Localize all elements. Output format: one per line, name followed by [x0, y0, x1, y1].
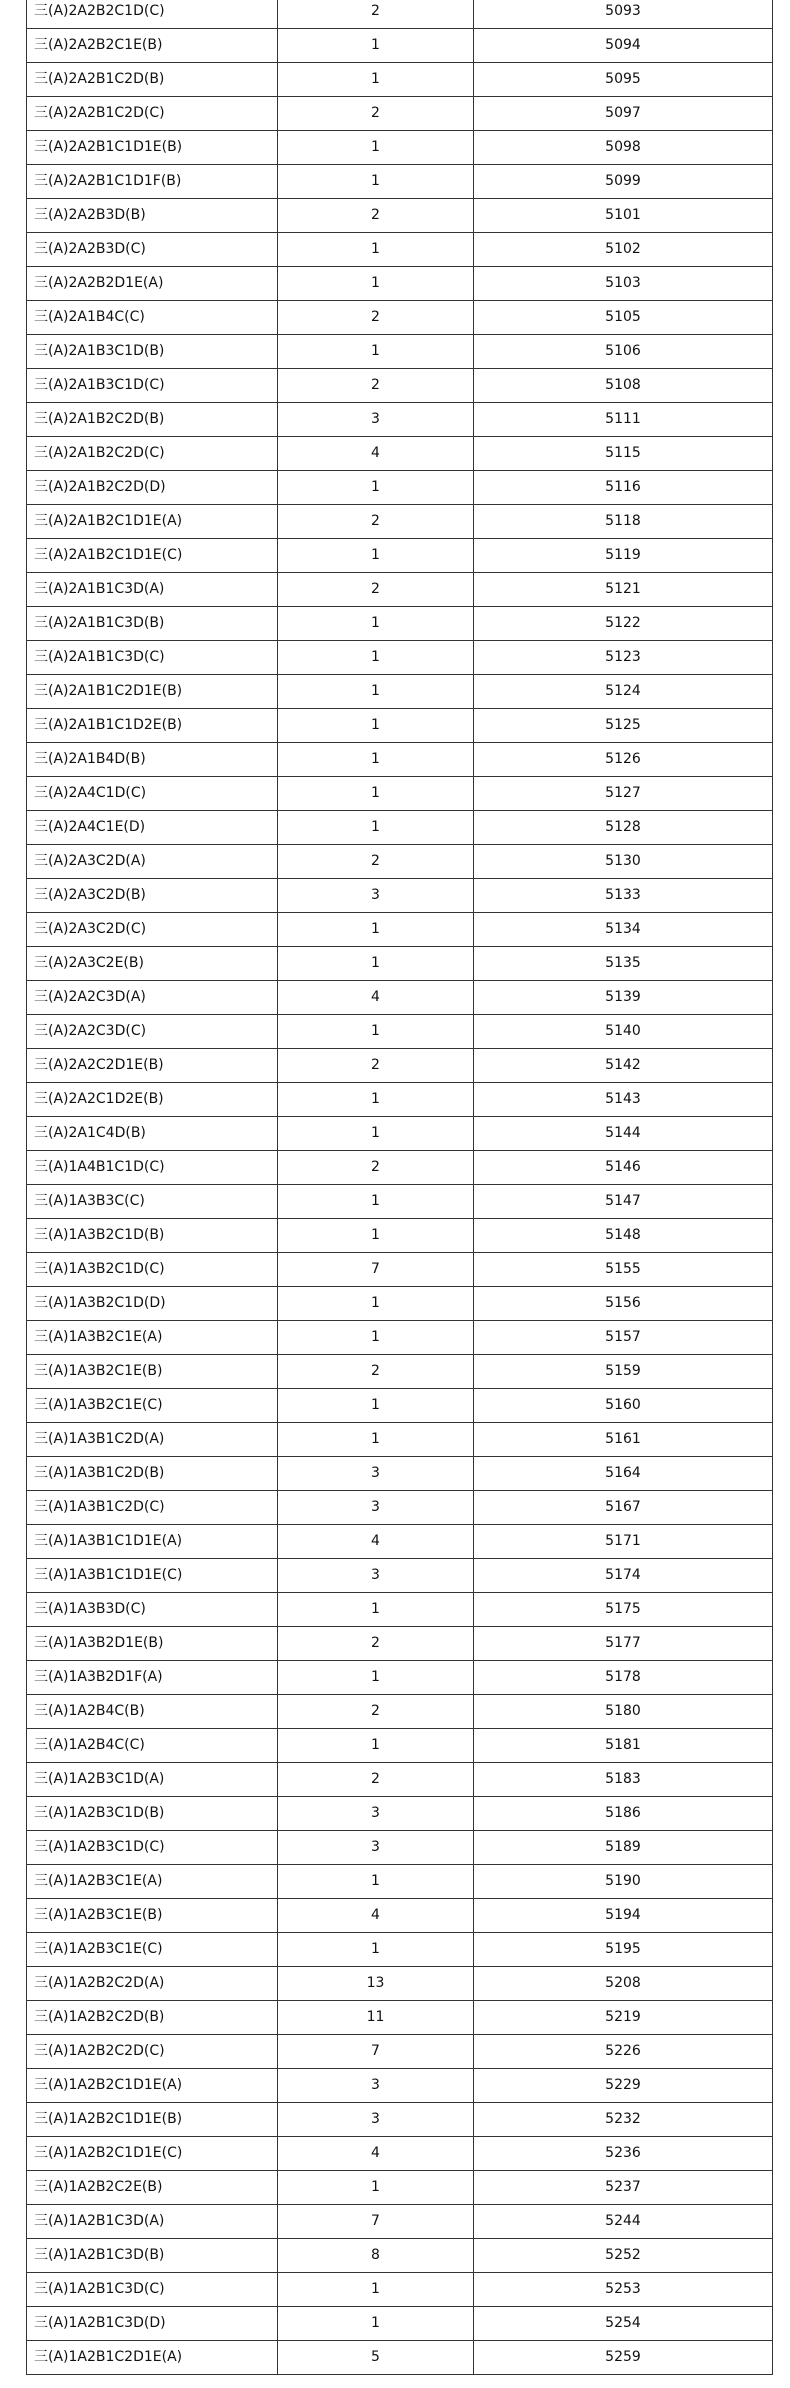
category-cell: 三(A)2A1B1C1D2E(B)	[27, 709, 278, 743]
category-cell: 三(A)2A3C2D(C)	[27, 913, 278, 947]
category-cell: 三(A)2A1B1C3D(B)	[27, 607, 278, 641]
cumulative-cell: 5167	[474, 1491, 773, 1525]
count-cell: 1	[278, 2273, 474, 2307]
category-cell: 三(A)1A3B2C1E(A)	[27, 1321, 278, 1355]
table-row	[27, 437, 773, 471]
category-cell: 三(A)1A3B1C2D(B)	[27, 1457, 278, 1491]
cumulative-cell: 5147	[474, 1185, 773, 1219]
table-row	[27, 2205, 773, 2239]
cumulative-cell: 5133	[474, 879, 773, 913]
category-cell: 三(A)1A2B2C2D(B)	[27, 2001, 278, 2035]
table-row	[27, 743, 773, 777]
count-cell: 1	[278, 1865, 474, 1899]
category-cell: 三(A)2A2B1C2D(C)	[27, 97, 278, 131]
table-row	[27, 369, 773, 403]
cumulative-cell: 5125	[474, 709, 773, 743]
cumulative-cell: 5118	[474, 505, 773, 539]
category-cell: 三(A)1A2B2C2D(A)	[27, 1967, 278, 2001]
cumulative-cell: 5124	[474, 675, 773, 709]
table-row	[27, 845, 773, 879]
category-cell: 三(A)1A2B2C2D(C)	[27, 2035, 278, 2069]
cumulative-cell: 5195	[474, 1933, 773, 1967]
count-cell: 4	[278, 981, 474, 1015]
cumulative-cell: 5156	[474, 1287, 773, 1321]
cumulative-cell: 5111	[474, 403, 773, 437]
cumulative-cell: 5254	[474, 2307, 773, 2341]
category-cell: 三(A)2A4C1D(C)	[27, 777, 278, 811]
cumulative-cell: 5099	[474, 165, 773, 199]
count-cell: 5	[278, 2341, 474, 2375]
category-cell: 三(A)1A3B2C1D(D)	[27, 1287, 278, 1321]
table-row	[27, 1151, 773, 1185]
table-row	[27, 2239, 773, 2273]
count-cell: 1	[278, 1015, 474, 1049]
table-row	[27, 1967, 773, 2001]
cumulative-cell: 5159	[474, 1355, 773, 1389]
cumulative-cell: 5252	[474, 2239, 773, 2273]
category-cell: 三(A)2A1B2C1D1E(C)	[27, 539, 278, 573]
count-cell: 1	[278, 471, 474, 505]
category-cell: 三(A)2A1B2C1D1E(A)	[27, 505, 278, 539]
table-row	[27, 981, 773, 1015]
table-row	[27, 539, 773, 573]
count-cell: 4	[278, 1899, 474, 1933]
category-cell: 三(A)2A1B2C2D(C)	[27, 437, 278, 471]
category-cell: 三(A)1A3B3D(C)	[27, 1593, 278, 1627]
count-cell: 2	[278, 0, 474, 29]
category-cell: 三(A)1A4B1C1D(C)	[27, 1151, 278, 1185]
category-cell: 三(A)1A2B3C1E(C)	[27, 1933, 278, 1967]
table-row	[27, 1593, 773, 1627]
cumulative-cell: 5108	[474, 369, 773, 403]
count-cell: 1	[278, 1083, 474, 1117]
category-cell: 三(A)2A3C2D(A)	[27, 845, 278, 879]
count-cell: 1	[278, 2171, 474, 2205]
table-row	[27, 1355, 773, 1389]
count-cell: 1	[278, 1423, 474, 1457]
cumulative-cell: 5103	[474, 267, 773, 301]
count-cell: 2	[278, 369, 474, 403]
score-table	[26, 0, 773, 2375]
table-row	[27, 777, 773, 811]
cumulative-cell: 5098	[474, 131, 773, 165]
cumulative-cell: 5106	[474, 335, 773, 369]
count-cell: 2	[278, 505, 474, 539]
table-row	[27, 1831, 773, 1865]
cumulative-cell: 5175	[474, 1593, 773, 1627]
table-row	[27, 1253, 773, 1287]
table-row	[27, 879, 773, 913]
count-cell: 1	[278, 675, 474, 709]
table-row	[27, 607, 773, 641]
category-cell: 三(A)1A3B2C1E(C)	[27, 1389, 278, 1423]
category-cell: 三(A)1A2B3C1E(B)	[27, 1899, 278, 1933]
count-cell: 1	[278, 709, 474, 743]
table-row	[27, 471, 773, 505]
category-cell: 三(A)1A2B4C(B)	[27, 1695, 278, 1729]
table-row	[27, 1287, 773, 1321]
score-table-body	[27, 0, 773, 2375]
cumulative-cell: 5093	[474, 0, 773, 29]
category-cell: 三(A)2A2B1C1D1E(B)	[27, 131, 278, 165]
category-cell: 三(A)2A1B3C1D(B)	[27, 335, 278, 369]
count-cell: 2	[278, 845, 474, 879]
count-cell: 3	[278, 1831, 474, 1865]
cumulative-cell: 5181	[474, 1729, 773, 1763]
cumulative-cell: 5190	[474, 1865, 773, 1899]
table-row	[27, 1423, 773, 1457]
table-row	[27, 1729, 773, 1763]
category-cell: 三(A)1A3B2C1D(B)	[27, 1219, 278, 1253]
table-row	[27, 97, 773, 131]
count-cell: 1	[278, 1219, 474, 1253]
table-row	[27, 2103, 773, 2137]
table-row	[27, 675, 773, 709]
count-cell: 3	[278, 1491, 474, 1525]
count-cell: 1	[278, 641, 474, 675]
category-cell: 三(A)2A1B1C2D1E(B)	[27, 675, 278, 709]
table-row	[27, 2341, 773, 2375]
category-cell: 三(A)2A1B1C3D(C)	[27, 641, 278, 675]
table-row	[27, 2273, 773, 2307]
count-cell: 7	[278, 1253, 474, 1287]
cumulative-cell: 5123	[474, 641, 773, 675]
category-cell: 三(A)1A3B2C1E(B)	[27, 1355, 278, 1389]
count-cell: 3	[278, 403, 474, 437]
count-cell: 1	[278, 1287, 474, 1321]
count-cell: 1	[278, 1185, 474, 1219]
table-row	[27, 2069, 773, 2103]
count-cell: 1	[278, 607, 474, 641]
count-cell: 2	[278, 97, 474, 131]
cumulative-cell: 5253	[474, 2273, 773, 2307]
count-cell: 2	[278, 1355, 474, 1389]
count-cell: 2	[278, 1049, 474, 1083]
cumulative-cell: 5174	[474, 1559, 773, 1593]
table-row	[27, 1763, 773, 1797]
category-cell: 三(A)1A3B1C1D1E(C)	[27, 1559, 278, 1593]
count-cell: 1	[278, 165, 474, 199]
category-cell: 三(A)1A2B1C3D(A)	[27, 2205, 278, 2239]
table-row	[27, 301, 773, 335]
count-cell: 3	[278, 1797, 474, 1831]
cumulative-cell: 5127	[474, 777, 773, 811]
cumulative-cell: 5105	[474, 301, 773, 335]
count-cell: 1	[278, 1593, 474, 1627]
cumulative-cell: 5101	[474, 199, 773, 233]
category-cell: 三(A)2A2C3D(C)	[27, 1015, 278, 1049]
table-row	[27, 1899, 773, 1933]
cumulative-cell: 5171	[474, 1525, 773, 1559]
table-row	[27, 1559, 773, 1593]
count-cell: 1	[278, 1389, 474, 1423]
table-row	[27, 1389, 773, 1423]
category-cell: 三(A)2A2B1C1D1F(B)	[27, 165, 278, 199]
cumulative-cell: 5194	[474, 1899, 773, 1933]
table-row	[27, 1661, 773, 1695]
cumulative-cell: 5135	[474, 947, 773, 981]
cumulative-cell: 5157	[474, 1321, 773, 1355]
cumulative-cell: 5116	[474, 471, 773, 505]
category-cell: 三(A)2A2B2C1D(C)	[27, 0, 278, 29]
count-cell: 2	[278, 1695, 474, 1729]
count-cell: 1	[278, 1933, 474, 1967]
cumulative-cell: 5142	[474, 1049, 773, 1083]
count-cell: 1	[278, 743, 474, 777]
count-cell: 1	[278, 1117, 474, 1151]
table-row	[27, 267, 773, 301]
cumulative-cell: 5119	[474, 539, 773, 573]
cumulative-cell: 5126	[474, 743, 773, 777]
category-cell: 三(A)2A2B1C2D(B)	[27, 63, 278, 97]
category-cell: 三(A)1A2B1C2D1E(A)	[27, 2341, 278, 2375]
category-cell: 三(A)1A3B2D1E(B)	[27, 1627, 278, 1661]
category-cell: 三(A)1A3B1C2D(A)	[27, 1423, 278, 1457]
count-cell: 3	[278, 1457, 474, 1491]
count-cell: 1	[278, 1661, 474, 1695]
count-cell: 1	[278, 2307, 474, 2341]
category-cell: 三(A)1A3B2D1F(A)	[27, 1661, 278, 1695]
cumulative-cell: 5094	[474, 29, 773, 63]
category-cell: 三(A)1A2B4C(C)	[27, 1729, 278, 1763]
table-row	[27, 2035, 773, 2069]
table-row	[27, 2171, 773, 2205]
count-cell: 2	[278, 1763, 474, 1797]
cumulative-cell: 5130	[474, 845, 773, 879]
cumulative-cell: 5229	[474, 2069, 773, 2103]
category-cell: 三(A)1A2B2C1D1E(A)	[27, 2069, 278, 2103]
cumulative-cell: 5139	[474, 981, 773, 1015]
category-cell: 三(A)2A2C1D2E(B)	[27, 1083, 278, 1117]
table-row	[27, 1083, 773, 1117]
table-row	[27, 641, 773, 675]
table-row	[27, 2001, 773, 2035]
category-cell: 三(A)1A2B3C1D(C)	[27, 1831, 278, 1865]
category-cell: 三(A)2A1B4D(B)	[27, 743, 278, 777]
table-row	[27, 1185, 773, 1219]
count-cell: 1	[278, 947, 474, 981]
table-row	[27, 573, 773, 607]
category-cell: 三(A)2A2B2C1E(B)	[27, 29, 278, 63]
table-row	[27, 403, 773, 437]
cumulative-cell: 5146	[474, 1151, 773, 1185]
count-cell: 7	[278, 2205, 474, 2239]
cumulative-cell: 5148	[474, 1219, 773, 1253]
cumulative-cell: 5208	[474, 1967, 773, 2001]
count-cell: 1	[278, 267, 474, 301]
count-cell: 4	[278, 2137, 474, 2171]
count-cell: 3	[278, 2069, 474, 2103]
category-cell: 三(A)1A2B3C1E(A)	[27, 1865, 278, 1899]
category-cell: 三(A)2A2B3D(B)	[27, 199, 278, 233]
count-cell: 1	[278, 539, 474, 573]
count-cell: 1	[278, 811, 474, 845]
count-cell: 1	[278, 1729, 474, 1763]
count-cell: 1	[278, 131, 474, 165]
category-cell: 三(A)2A2B3D(C)	[27, 233, 278, 267]
category-cell: 三(A)1A2B3C1D(A)	[27, 1763, 278, 1797]
count-cell: 7	[278, 2035, 474, 2069]
category-cell: 三(A)1A2B1C3D(D)	[27, 2307, 278, 2341]
count-cell: 1	[278, 29, 474, 63]
cumulative-cell: 5121	[474, 573, 773, 607]
cumulative-cell: 5134	[474, 913, 773, 947]
count-cell: 1	[278, 233, 474, 267]
table-row	[27, 1491, 773, 1525]
category-cell: 三(A)1A2B1C3D(C)	[27, 2273, 278, 2307]
cumulative-cell: 5177	[474, 1627, 773, 1661]
category-cell: 三(A)1A3B1C2D(C)	[27, 1491, 278, 1525]
table-row	[27, 1525, 773, 1559]
table-row	[27, 1117, 773, 1151]
table-row	[27, 2137, 773, 2171]
table-row	[27, 0, 773, 29]
table-row	[27, 913, 773, 947]
category-cell: 三(A)2A4C1E(D)	[27, 811, 278, 845]
cumulative-cell: 5189	[474, 1831, 773, 1865]
cumulative-cell: 5102	[474, 233, 773, 267]
category-cell: 三(A)2A1B1C3D(A)	[27, 573, 278, 607]
table-row	[27, 811, 773, 845]
table-row	[27, 2307, 773, 2341]
category-cell: 三(A)2A1B4C(C)	[27, 301, 278, 335]
count-cell: 3	[278, 2103, 474, 2137]
table-row	[27, 1797, 773, 1831]
table-row	[27, 1457, 773, 1491]
category-cell: 三(A)2A2C3D(A)	[27, 981, 278, 1015]
count-cell: 1	[278, 63, 474, 97]
cumulative-cell: 5232	[474, 2103, 773, 2137]
table-row	[27, 1695, 773, 1729]
category-cell: 三(A)2A1C4D(B)	[27, 1117, 278, 1151]
cumulative-cell: 5259	[474, 2341, 773, 2375]
cumulative-cell: 5178	[474, 1661, 773, 1695]
category-cell: 三(A)1A2B2C1D1E(B)	[27, 2103, 278, 2137]
category-cell: 三(A)2A3C2D(B)	[27, 879, 278, 913]
table-row	[27, 29, 773, 63]
table-row	[27, 1219, 773, 1253]
table-row	[27, 63, 773, 97]
cumulative-cell: 5244	[474, 2205, 773, 2239]
table-row	[27, 1321, 773, 1355]
cumulative-cell: 5097	[474, 97, 773, 131]
cumulative-cell: 5122	[474, 607, 773, 641]
cumulative-cell: 5219	[474, 2001, 773, 2035]
score-table-container	[26, 0, 770, 2375]
table-row	[27, 335, 773, 369]
cumulative-cell: 5128	[474, 811, 773, 845]
category-cell: 三(A)1A2B2C1D1E(C)	[27, 2137, 278, 2171]
category-cell: 三(A)2A2C2D1E(B)	[27, 1049, 278, 1083]
table-row	[27, 947, 773, 981]
cumulative-cell: 5183	[474, 1763, 773, 1797]
cumulative-cell: 5115	[474, 437, 773, 471]
category-cell: 三(A)1A3B2C1D(C)	[27, 1253, 278, 1287]
cumulative-cell: 5180	[474, 1695, 773, 1729]
count-cell: 13	[278, 1967, 474, 2001]
cumulative-cell: 5226	[474, 2035, 773, 2069]
count-cell: 4	[278, 437, 474, 471]
count-cell: 2	[278, 573, 474, 607]
count-cell: 1	[278, 777, 474, 811]
category-cell: 三(A)2A1B2C2D(D)	[27, 471, 278, 505]
cumulative-cell: 5155	[474, 1253, 773, 1287]
table-row	[27, 1627, 773, 1661]
count-cell: 4	[278, 1525, 474, 1559]
category-cell: 三(A)1A2B2C2E(B)	[27, 2171, 278, 2205]
table-row	[27, 1049, 773, 1083]
table-row	[27, 505, 773, 539]
category-cell: 三(A)2A2B2D1E(A)	[27, 267, 278, 301]
category-cell: 三(A)1A2B3C1D(B)	[27, 1797, 278, 1831]
cumulative-cell: 5143	[474, 1083, 773, 1117]
table-row	[27, 233, 773, 267]
cumulative-cell: 5095	[474, 63, 773, 97]
count-cell: 2	[278, 1627, 474, 1661]
category-cell: 三(A)1A3B1C1D1E(A)	[27, 1525, 278, 1559]
cumulative-cell: 5140	[474, 1015, 773, 1049]
count-cell: 1	[278, 1321, 474, 1355]
cumulative-cell: 5236	[474, 2137, 773, 2171]
count-cell: 11	[278, 2001, 474, 2035]
count-cell: 2	[278, 1151, 474, 1185]
category-cell: 三(A)2A1B3C1D(C)	[27, 369, 278, 403]
cumulative-cell: 5237	[474, 2171, 773, 2205]
count-cell: 1	[278, 913, 474, 947]
table-row	[27, 1865, 773, 1899]
table-row	[27, 1015, 773, 1049]
cumulative-cell: 5144	[474, 1117, 773, 1151]
category-cell: 三(A)1A3B3C(C)	[27, 1185, 278, 1219]
count-cell: 1	[278, 335, 474, 369]
table-row	[27, 199, 773, 233]
cumulative-cell: 5164	[474, 1457, 773, 1491]
table-row	[27, 709, 773, 743]
category-cell: 三(A)2A1B2C2D(B)	[27, 403, 278, 437]
table-row	[27, 1933, 773, 1967]
count-cell: 3	[278, 1559, 474, 1593]
count-cell: 2	[278, 199, 474, 233]
category-cell: 三(A)2A3C2E(B)	[27, 947, 278, 981]
count-cell: 2	[278, 301, 474, 335]
cumulative-cell: 5160	[474, 1389, 773, 1423]
count-cell: 8	[278, 2239, 474, 2273]
count-cell: 3	[278, 879, 474, 913]
cumulative-cell: 5186	[474, 1797, 773, 1831]
table-row	[27, 131, 773, 165]
cumulative-cell: 5161	[474, 1423, 773, 1457]
table-row	[27, 165, 773, 199]
category-cell: 三(A)1A2B1C3D(B)	[27, 2239, 278, 2273]
